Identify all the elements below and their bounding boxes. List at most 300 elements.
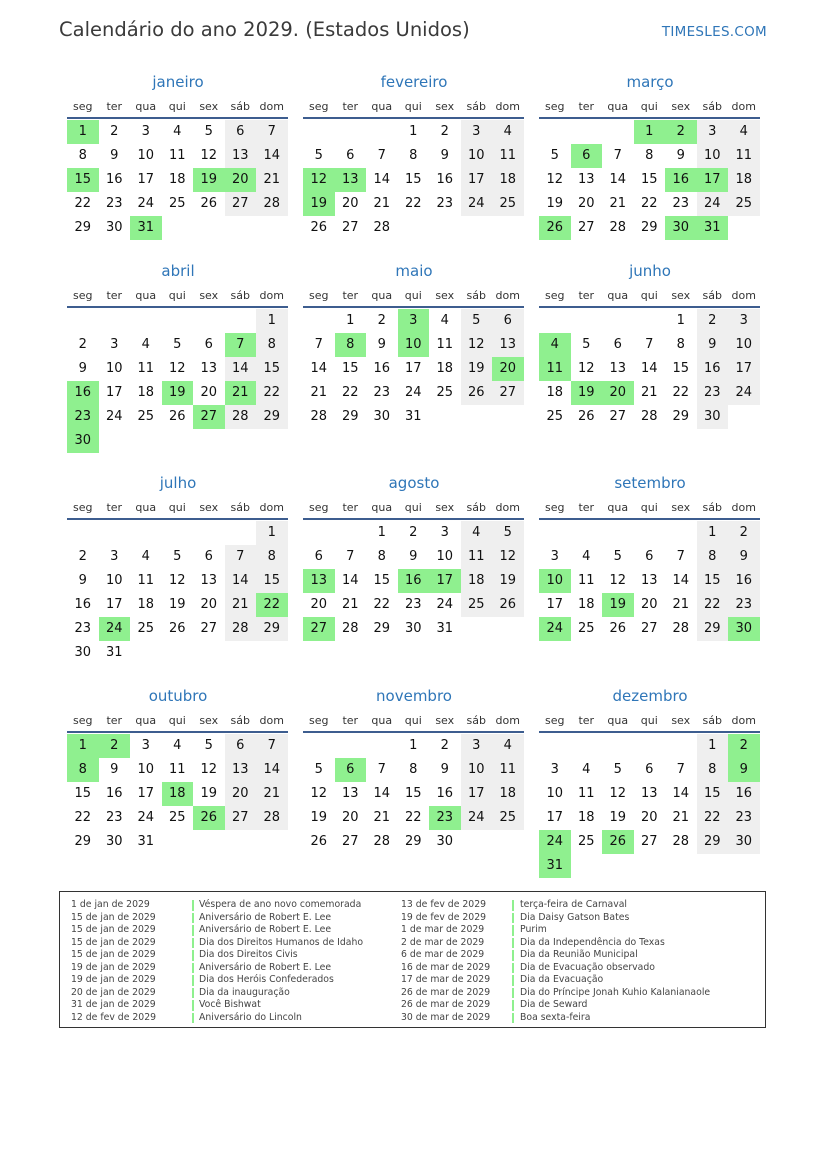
day-cell: 25 bbox=[492, 806, 524, 830]
month-name: agosto bbox=[388, 474, 440, 492]
day-cell: 12 bbox=[546, 172, 564, 187]
day-cell: 20 bbox=[200, 597, 218, 612]
day-cell: 9 bbox=[697, 333, 729, 357]
empty-cell bbox=[571, 120, 603, 144]
weekday-label: sáb bbox=[466, 289, 486, 302]
day-cell: 15 bbox=[341, 361, 359, 376]
day-cell: 28 bbox=[341, 621, 359, 636]
holiday-day-cell: 27 bbox=[193, 405, 225, 429]
day-cell: 19 bbox=[310, 810, 328, 825]
day-cell: 24 bbox=[728, 381, 760, 405]
day-cell: 13 bbox=[200, 361, 218, 376]
day-cell: 1 bbox=[256, 309, 288, 333]
day-cell: 23 bbox=[404, 597, 422, 612]
weekday-label: dom bbox=[731, 289, 756, 302]
day-cell: 3 bbox=[440, 525, 449, 540]
day-cell: 18 bbox=[728, 168, 760, 192]
day-cell: 15 bbox=[256, 357, 288, 381]
weekday-label: sex bbox=[671, 100, 691, 113]
day-cell: 5 bbox=[613, 549, 622, 564]
month-abril bbox=[67, 261, 289, 453]
day-cell: 23 bbox=[436, 196, 454, 211]
day-cell: 14 bbox=[256, 758, 288, 782]
day-cell: 27 bbox=[341, 834, 359, 849]
day-cell: 12 bbox=[461, 333, 493, 357]
weekday-label: seg bbox=[545, 501, 565, 514]
day-cell: 28 bbox=[672, 834, 690, 849]
day-cell: 6 bbox=[645, 549, 654, 564]
header-rule bbox=[67, 306, 288, 308]
legend-marker bbox=[192, 925, 194, 936]
day-cell: 27 bbox=[200, 621, 218, 636]
day-cell: 30 bbox=[436, 834, 454, 849]
holiday-day-cell: 3 bbox=[398, 309, 430, 333]
month-novembro bbox=[303, 686, 525, 854]
day-cell: 6 bbox=[314, 549, 323, 564]
day-cell: 9 bbox=[440, 148, 449, 163]
day-cell: 25 bbox=[137, 621, 155, 636]
day-cell: 21 bbox=[609, 196, 627, 211]
day-cell: 31 bbox=[105, 645, 123, 660]
day-cell: 26 bbox=[168, 409, 186, 424]
day-cell: 18 bbox=[461, 569, 493, 593]
day-cell: 28 bbox=[373, 834, 391, 849]
day-cell: 7 bbox=[256, 734, 288, 758]
weekday-label: qua bbox=[135, 100, 157, 113]
weekday-label: sex bbox=[199, 289, 219, 302]
day-cell: 22 bbox=[404, 196, 422, 211]
day-cell: 23 bbox=[74, 621, 92, 636]
day-cell: 10 bbox=[461, 758, 493, 782]
day-cell: 27 bbox=[577, 220, 595, 235]
weekday-label: qui bbox=[168, 100, 186, 113]
day-cell: 3 bbox=[550, 549, 559, 564]
day-cell: 11 bbox=[168, 762, 186, 777]
legend-holiday-name: Boa sexta-feira bbox=[520, 1011, 591, 1023]
day-cell: 17 bbox=[137, 172, 155, 187]
legend-holiday-name: Dia de Evacuação observado bbox=[520, 961, 655, 973]
day-cell: 26 bbox=[310, 834, 328, 849]
empty-cell bbox=[539, 120, 571, 144]
day-cell: 10 bbox=[436, 549, 454, 564]
weekday-label: ter bbox=[106, 289, 123, 302]
day-cell: 13 bbox=[640, 573, 658, 588]
day-cell: 15 bbox=[697, 569, 729, 593]
day-cell: 8 bbox=[697, 758, 729, 782]
empty-cell bbox=[193, 521, 225, 545]
day-cell: 16 bbox=[105, 786, 123, 801]
month-grid bbox=[539, 711, 761, 878]
weekday-label: qua bbox=[607, 289, 629, 302]
day-cell: 25 bbox=[546, 409, 564, 424]
day-cell: 2 bbox=[728, 521, 760, 545]
day-cell: 14 bbox=[640, 361, 658, 376]
day-cell: 28 bbox=[256, 192, 288, 216]
day-cell: 26 bbox=[461, 381, 493, 405]
day-cell: 5 bbox=[314, 148, 323, 163]
weekday-label: ter bbox=[342, 714, 359, 727]
holiday-day-cell: 31 bbox=[697, 216, 729, 240]
holiday-day-cell: 1 bbox=[67, 120, 99, 144]
day-cell: 20 bbox=[200, 385, 218, 400]
legend-date: 6 de mar de 2029 bbox=[401, 949, 485, 960]
day-cell: 10 bbox=[728, 333, 760, 357]
day-cell: 4 bbox=[461, 521, 493, 545]
month-maio bbox=[303, 261, 525, 429]
day-cell: 3 bbox=[461, 120, 493, 144]
day-cell: 1 bbox=[346, 313, 355, 328]
day-cell: 13 bbox=[492, 333, 524, 357]
day-cell: 28 bbox=[373, 220, 391, 235]
day-cell: 14 bbox=[373, 786, 391, 801]
legend-holiday-name: Aniversário de Robert E. Lee bbox=[199, 961, 332, 973]
holiday-legend bbox=[59, 891, 766, 1028]
day-cell: 25 bbox=[168, 810, 186, 825]
weekday-label: qua bbox=[371, 501, 393, 514]
weekday-label: qua bbox=[371, 714, 393, 727]
legend-date: 15 de jan de 2029 bbox=[71, 936, 156, 948]
day-cell: 6 bbox=[613, 337, 622, 352]
month-grid bbox=[539, 97, 761, 240]
day-cell: 11 bbox=[137, 573, 155, 588]
day-cell: 4 bbox=[582, 762, 591, 777]
day-cell: 1 bbox=[409, 738, 418, 753]
weekday-label: sex bbox=[671, 289, 691, 302]
month-agosto bbox=[303, 473, 525, 641]
weekday-label: dom bbox=[259, 100, 284, 113]
day-cell: 11 bbox=[137, 361, 155, 376]
empty-cell bbox=[634, 309, 666, 333]
day-cell: 23 bbox=[373, 385, 391, 400]
day-cell: 18 bbox=[168, 172, 186, 187]
day-cell: 20 bbox=[640, 597, 658, 612]
empty-cell bbox=[225, 309, 257, 333]
day-cell: 22 bbox=[672, 385, 690, 400]
day-cell: 12 bbox=[492, 545, 524, 569]
day-cell: 22 bbox=[74, 196, 92, 211]
legend-marker bbox=[192, 950, 194, 961]
legend-marker bbox=[512, 1000, 514, 1011]
day-cell: 10 bbox=[137, 148, 155, 163]
legend-holiday-name: Dia dos Heróis Confederados bbox=[199, 974, 334, 985]
day-cell: 17 bbox=[461, 782, 493, 806]
legend-holiday-name: terça-feira de Carnaval bbox=[520, 899, 627, 910]
day-cell: 19 bbox=[492, 569, 524, 593]
legend-marker bbox=[512, 963, 514, 974]
holiday-day-cell: 17 bbox=[697, 168, 729, 192]
holiday-day-cell: 21 bbox=[225, 381, 257, 405]
legend-holiday-name: Dia dos Direitos Humanos de Idaho bbox=[199, 936, 364, 948]
day-cell: 18 bbox=[137, 597, 155, 612]
day-cell: 24 bbox=[137, 196, 155, 211]
day-cell: 21 bbox=[672, 810, 690, 825]
weekday-label: qua bbox=[371, 289, 393, 302]
day-cell: 6 bbox=[225, 734, 257, 758]
weekday-label: seg bbox=[73, 714, 93, 727]
month-name: março bbox=[626, 73, 674, 91]
day-cell: 28 bbox=[609, 220, 627, 235]
weekday-label: qua bbox=[135, 714, 157, 727]
month-name: novembro bbox=[376, 687, 452, 705]
weekday-label: ter bbox=[578, 714, 595, 727]
holiday-day-cell: 1 bbox=[634, 120, 666, 144]
weekday-label: dom bbox=[259, 501, 284, 514]
legend-holiday-name: Dia de Seward bbox=[520, 999, 588, 1010]
day-cell: 25 bbox=[577, 621, 595, 636]
day-cell: 29 bbox=[404, 834, 422, 849]
holiday-day-cell: 19 bbox=[602, 593, 634, 617]
empty-cell bbox=[539, 309, 571, 333]
weekday-label: ter bbox=[342, 289, 359, 302]
day-cell: 21 bbox=[640, 385, 658, 400]
day-cell: 18 bbox=[436, 361, 454, 376]
header-rule bbox=[67, 518, 288, 520]
legend-date: 19 de fev de 2029 bbox=[401, 911, 487, 923]
legend-date: 19 de jan de 2029 bbox=[71, 974, 156, 985]
day-cell: 28 bbox=[256, 806, 288, 830]
day-cell: 15 bbox=[404, 172, 422, 187]
brand-link[interactable]: TIMESLES.COM bbox=[661, 24, 767, 40]
day-cell: 6 bbox=[645, 762, 654, 777]
legend-marker bbox=[512, 975, 514, 986]
day-cell: 28 bbox=[640, 409, 658, 424]
day-cell: 22 bbox=[640, 196, 658, 211]
day-cell: 30 bbox=[373, 409, 391, 424]
month-grid bbox=[303, 97, 525, 240]
weekday-label: dom bbox=[495, 289, 520, 302]
empty-cell bbox=[303, 734, 335, 758]
day-cell: 26 bbox=[310, 220, 328, 235]
weekday-label: seg bbox=[545, 100, 565, 113]
day-cell: 7 bbox=[676, 762, 685, 777]
day-cell: 9 bbox=[377, 337, 386, 352]
day-cell: 14 bbox=[672, 573, 690, 588]
empty-cell bbox=[130, 521, 162, 545]
empty-cell bbox=[602, 734, 634, 758]
day-cell: 5 bbox=[204, 124, 213, 139]
day-cell: 24 bbox=[697, 192, 729, 216]
day-cell: 3 bbox=[110, 337, 119, 352]
holiday-day-cell: 24 bbox=[539, 830, 571, 854]
legend-marker bbox=[512, 938, 514, 949]
day-cell: 14 bbox=[672, 786, 690, 801]
weekday-label: dom bbox=[495, 714, 520, 727]
day-cell: 6 bbox=[225, 120, 257, 144]
day-cell: 6 bbox=[204, 337, 213, 352]
day-cell: 4 bbox=[492, 120, 524, 144]
day-cell: 17 bbox=[105, 385, 123, 400]
weekday-label: dom bbox=[731, 501, 756, 514]
day-cell: 25 bbox=[461, 593, 493, 617]
legend-holiday-name: Aniversário de Robert E. Lee bbox=[199, 924, 332, 935]
day-cell: 7 bbox=[377, 148, 386, 163]
month-grid bbox=[303, 711, 525, 854]
weekday-label: qua bbox=[371, 100, 393, 113]
day-cell: 21 bbox=[256, 168, 288, 192]
day-cell: 19 bbox=[168, 597, 186, 612]
day-cell: 30 bbox=[697, 405, 729, 429]
weekday-label: sáb bbox=[466, 714, 486, 727]
day-cell: 15 bbox=[74, 786, 92, 801]
day-cell: 28 bbox=[225, 405, 257, 429]
holiday-day-cell: 16 bbox=[398, 569, 430, 593]
day-cell: 29 bbox=[640, 220, 658, 235]
day-cell: 18 bbox=[577, 597, 595, 612]
day-cell: 7 bbox=[225, 545, 257, 569]
day-cell: 7 bbox=[314, 337, 323, 352]
day-cell: 14 bbox=[609, 172, 627, 187]
day-cell: 12 bbox=[168, 361, 186, 376]
weekday-label: sáb bbox=[702, 100, 722, 113]
day-cell: 29 bbox=[74, 220, 92, 235]
day-cell: 24 bbox=[461, 192, 493, 216]
weekday-label: sáb bbox=[702, 714, 722, 727]
day-cell: 4 bbox=[141, 549, 150, 564]
legend-marker bbox=[512, 950, 514, 961]
day-cell: 27 bbox=[640, 621, 658, 636]
day-cell: 13 bbox=[200, 573, 218, 588]
holiday-day-cell: 30 bbox=[728, 617, 760, 641]
day-cell: 5 bbox=[204, 738, 213, 753]
weekday-label: sex bbox=[671, 501, 691, 514]
day-cell: 11 bbox=[492, 758, 524, 782]
weekday-label: sáb bbox=[466, 100, 486, 113]
month-name: julho bbox=[159, 474, 197, 492]
day-cell: 13 bbox=[225, 758, 257, 782]
header-rule bbox=[539, 117, 760, 119]
weekday-label: qui bbox=[168, 501, 186, 514]
holiday-day-cell: 24 bbox=[539, 617, 571, 641]
weekday-label: sáb bbox=[702, 501, 722, 514]
weekday-label: seg bbox=[309, 501, 329, 514]
day-cell: 28 bbox=[225, 617, 257, 641]
day-cell: 17 bbox=[546, 597, 564, 612]
holiday-day-cell: 8 bbox=[335, 333, 367, 357]
page-title: Calendário do ano 2029. (Estados Unidos) bbox=[59, 18, 470, 41]
day-cell: 20 bbox=[640, 810, 658, 825]
holiday-day-cell: 26 bbox=[539, 216, 571, 240]
legend-date: 1 de jan de 2029 bbox=[71, 899, 150, 910]
legend-marker bbox=[512, 900, 514, 911]
day-cell: 15 bbox=[256, 569, 288, 593]
day-cell: 20 bbox=[341, 810, 359, 825]
day-cell: 2 bbox=[110, 124, 119, 139]
empty-cell bbox=[634, 734, 666, 758]
weekday-label: ter bbox=[578, 289, 595, 302]
weekday-label: sex bbox=[435, 289, 455, 302]
empty-cell bbox=[303, 309, 335, 333]
empty-cell bbox=[539, 734, 571, 758]
day-cell: 19 bbox=[200, 786, 218, 801]
holiday-day-cell: 11 bbox=[539, 357, 571, 381]
day-cell: 25 bbox=[728, 192, 760, 216]
day-cell: 12 bbox=[577, 361, 595, 376]
day-cell: 1 bbox=[377, 525, 386, 540]
day-cell: 9 bbox=[676, 148, 685, 163]
legend-holiday-name: Dia dos Direitos Civis bbox=[199, 949, 298, 960]
day-cell: 3 bbox=[461, 734, 493, 758]
day-cell: 14 bbox=[373, 172, 391, 187]
empty-cell bbox=[366, 120, 398, 144]
day-cell: 14 bbox=[310, 361, 328, 376]
holiday-day-cell: 24 bbox=[99, 617, 131, 641]
empty-cell bbox=[602, 120, 634, 144]
legend-holiday-name: Você Bishwat bbox=[199, 999, 261, 1010]
day-cell: 8 bbox=[645, 148, 654, 163]
holiday-day-cell: 1 bbox=[67, 734, 99, 758]
empty-cell bbox=[665, 521, 697, 545]
weekday-label: seg bbox=[309, 714, 329, 727]
day-cell: 6 bbox=[346, 148, 355, 163]
day-cell: 5 bbox=[613, 762, 622, 777]
day-cell: 8 bbox=[78, 148, 87, 163]
weekday-label: dom bbox=[259, 714, 284, 727]
day-cell: 8 bbox=[697, 545, 729, 569]
holiday-day-cell: 13 bbox=[303, 569, 335, 593]
day-cell: 7 bbox=[256, 120, 288, 144]
legend-marker bbox=[192, 963, 194, 974]
legend-date: 26 de mar de 2029 bbox=[401, 999, 491, 1010]
day-cell: 20 bbox=[341, 196, 359, 211]
day-cell: 21 bbox=[310, 385, 328, 400]
day-cell: 7 bbox=[645, 337, 654, 352]
day-cell: 21 bbox=[672, 597, 690, 612]
holiday-day-cell: 30 bbox=[67, 429, 99, 453]
day-cell: 18 bbox=[492, 168, 524, 192]
weekday-label: qui bbox=[404, 100, 422, 113]
day-cell: 22 bbox=[697, 593, 729, 617]
month-março bbox=[539, 72, 761, 240]
weekday-label: dom bbox=[731, 100, 756, 113]
legend-date: 26 de mar de 2029 bbox=[401, 986, 491, 998]
empty-cell bbox=[99, 521, 131, 545]
day-cell: 3 bbox=[550, 762, 559, 777]
empty-cell bbox=[67, 521, 99, 545]
month-grid bbox=[539, 498, 761, 641]
weekday-label: qua bbox=[607, 501, 629, 514]
month-name: abril bbox=[161, 262, 195, 280]
empty-cell bbox=[99, 309, 131, 333]
empty-cell bbox=[335, 120, 367, 144]
day-cell: 8 bbox=[256, 545, 288, 569]
holiday-day-cell: 6 bbox=[335, 758, 367, 782]
day-cell: 29 bbox=[74, 834, 92, 849]
holiday-day-cell: 20 bbox=[492, 357, 524, 381]
day-cell: 23 bbox=[105, 810, 123, 825]
day-cell: 21 bbox=[373, 196, 391, 211]
day-cell: 10 bbox=[546, 786, 564, 801]
day-cell: 1 bbox=[256, 521, 288, 545]
empty-cell bbox=[303, 521, 335, 545]
day-cell: 10 bbox=[105, 573, 123, 588]
legend-date: 31 de jan de 2029 bbox=[71, 999, 156, 1010]
day-cell: 16 bbox=[697, 357, 729, 381]
day-cell: 13 bbox=[577, 172, 595, 187]
day-cell: 11 bbox=[168, 148, 186, 163]
weekday-label: qua bbox=[135, 501, 157, 514]
weekday-label: seg bbox=[545, 289, 565, 302]
month-junho bbox=[539, 261, 761, 429]
weekday-label: sex bbox=[199, 100, 219, 113]
month-grid bbox=[67, 498, 289, 665]
day-cell: 27 bbox=[225, 192, 257, 216]
day-cell: 13 bbox=[609, 361, 627, 376]
day-cell: 2 bbox=[409, 525, 418, 540]
holiday-day-cell: 15 bbox=[67, 168, 99, 192]
weekday-label: seg bbox=[73, 289, 93, 302]
holiday-day-cell: 31 bbox=[130, 216, 162, 240]
header-rule bbox=[303, 117, 524, 119]
